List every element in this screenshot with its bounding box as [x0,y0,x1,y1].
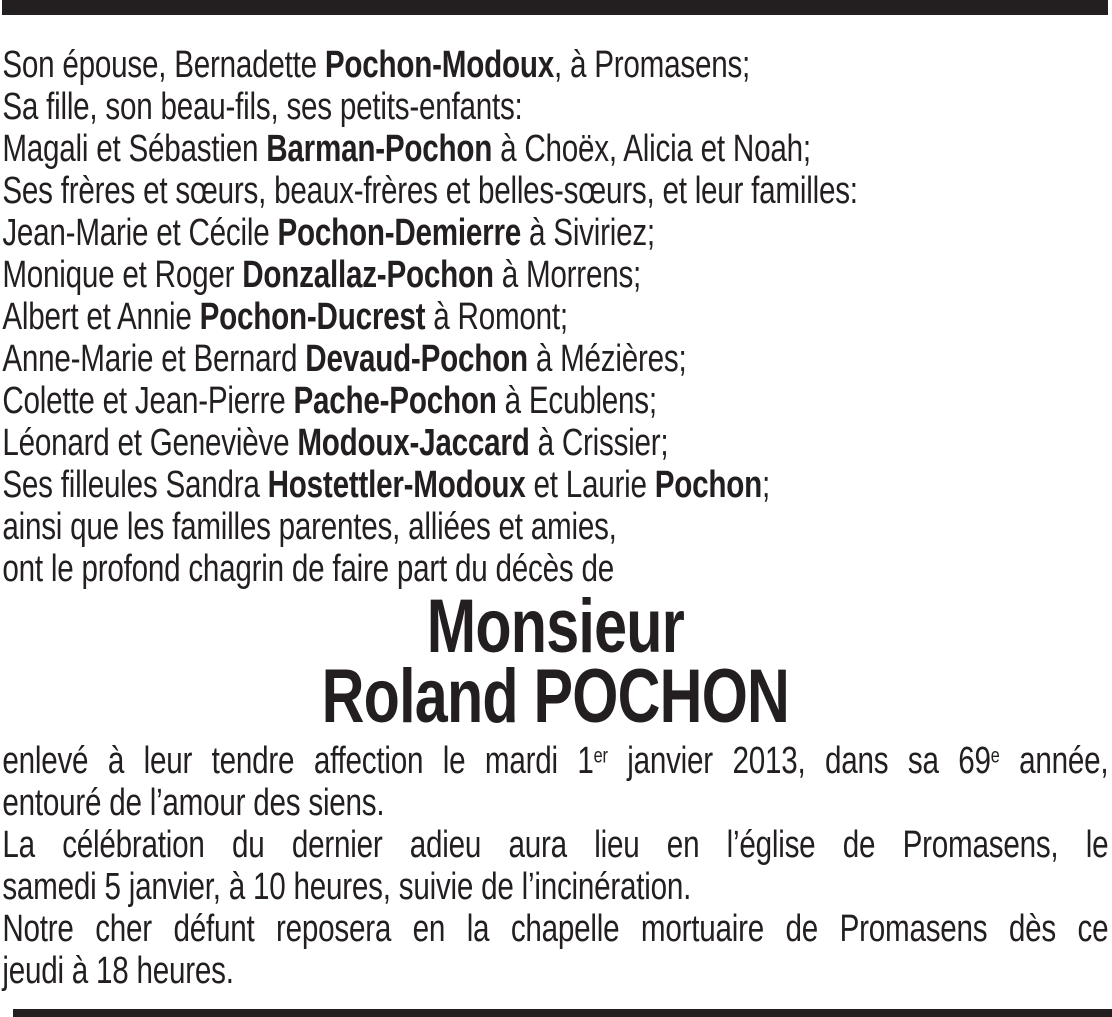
text-segment: à Morrens; [493,254,642,296]
text-segment: Magali et Sébastien [2,128,267,170]
text-segment: à Ecublens; [496,380,657,422]
text-segment: Sa fille, son beau-fils, ses petits-enfants: [2,86,523,128]
text-segment: La célébration du dernier adieu aura lieu en l’église de Promasens, le [2,824,1109,866]
notice-text-column [0,15,1112,992]
top-rule [2,0,1108,15]
family-line [2,128,1108,170]
body-line [2,740,1108,782]
text-segment: année, [999,740,1109,782]
text-segment: Ses frères et sœurs, beaux-frères et belles-sœurs, et leur familles: [2,170,858,212]
deceased-title [2,584,1108,739]
family-line [2,422,1108,464]
family-line [2,296,1108,338]
text-segment: jeudi à 18 heures. [2,950,234,992]
body-line [2,908,1108,950]
bottom-rule [13,1009,1112,1017]
family-name-bold: Pochon-Modoux [324,44,554,86]
family-name-bold: Barman-Pochon [266,128,493,170]
body-line [2,866,1108,908]
text-segment: et Laurie [525,464,655,506]
family-name-bold: Pochon [654,464,762,506]
text-segment: ; [761,464,771,506]
text-segment: Ses filleules Sandra [2,464,268,506]
text-segment: enlevé à leur tendre affection le mardi 1 [2,740,594,782]
family-line [2,212,1108,254]
text-segment: à Crissier; [529,422,669,464]
family-line [2,254,1108,296]
notice-body [2,740,1108,992]
family-name-bold: Pochon-Demierre [277,212,522,254]
body-line [2,950,1108,992]
family-line [2,44,1108,86]
text-segment: , à Promasens; [553,44,751,86]
family-name-bold: Devaud-Pochon [305,338,528,380]
family-line [2,380,1108,422]
deceased-honorific: Monsieur [426,584,684,669]
text-segment: Jean-Marie et Cécile [2,212,278,254]
family-line [2,506,1108,548]
family-line [2,170,1108,212]
text-segment: Albert et Annie [2,296,200,338]
family-line [2,338,1108,380]
text-segment: Son épouse, Bernadette [2,44,325,86]
text-segment: entouré de l’amour des siens. [2,782,385,824]
superscript: e [990,744,1000,768]
family-line [2,86,1108,128]
superscript: er [593,744,608,768]
text-segment: ont le profond chagrin de faire part du décès de [2,548,614,590]
text-segment: Notre cher défunt reposera en la chapelle mortuaire de Promasens dès ce [2,908,1109,950]
text-segment: Anne-Marie et Bernard [2,338,306,380]
text-segment: janvier 2013, dans sa 69 [607,740,991,782]
text-segment: Monique et Roger [2,254,243,296]
text-segment: à Romont; [425,296,568,338]
family-name-bold: Hostettler-Modoux [267,464,526,506]
deceased-name: Roland POCHON [321,654,790,739]
family-name-bold: Modoux-Jaccard [297,422,530,464]
text-segment: samedi 5 janvier, à 10 heures, suivie de l’incinération. [2,866,692,908]
body-line [2,782,1108,824]
text-segment: Colette et Jean-Pierre [2,380,294,422]
family-name-bold: Donzallaz-Pochon [242,254,494,296]
text-segment: à Mézières; [527,338,687,380]
text-segment: à Choëx, Alicia et Noah; [492,128,811,170]
family-name-bold: Pochon-Ducrest [199,296,426,338]
body-line [2,824,1108,866]
family-list [2,44,1108,590]
text-segment: à Siviriez; [521,212,655,254]
text-segment: Léonard et Geneviève [2,422,298,464]
family-line [2,464,1108,506]
family-name-bold: Pache-Pochon [293,380,497,422]
text-segment: ainsi que les familles parentes, alliées et amies, [2,506,617,548]
